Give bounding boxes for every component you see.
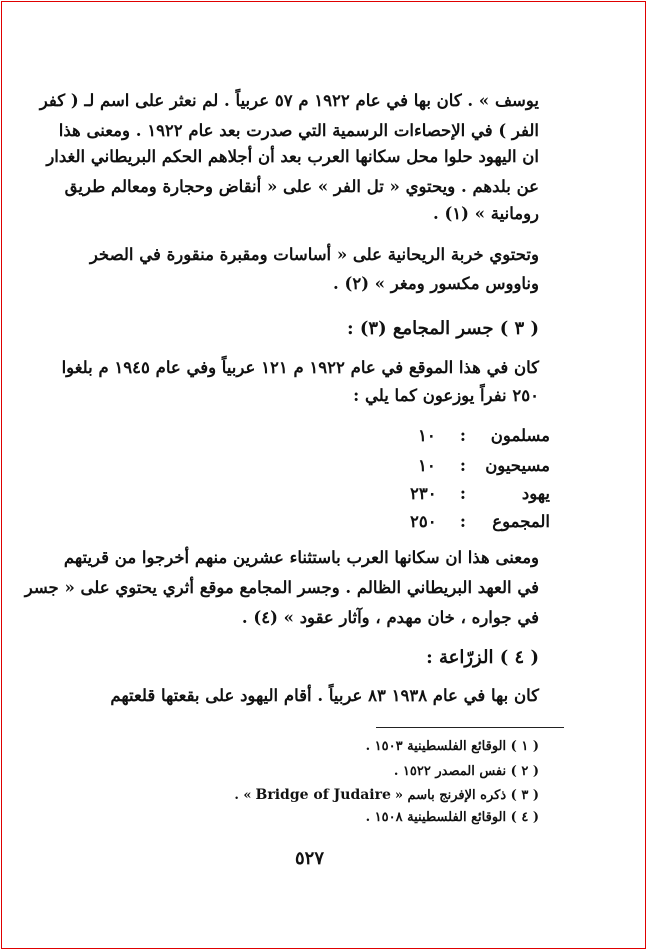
paragraph-line: في جواره ، خان مهدم ، وآثار عقود » (٤) . <box>241 608 539 627</box>
section-heading: ( ٣ ) جسر المجامع (٣) : <box>346 318 539 339</box>
paragraph-line: يوسف » . كان بها في عام ١٩٢٢ م ٥٧ عربياً . لم نعثر على اسم لـ ( كفر <box>39 91 539 110</box>
footnote-latin-text: Bridge of Judaire <box>255 787 391 803</box>
footnote <box>234 786 539 805</box>
stats-separator: : <box>459 484 466 503</box>
footnote-divider <box>376 727 564 728</box>
paragraph-line: رومانية » (١) . <box>433 204 539 223</box>
paragraph-line: عن بلدهم . ويحتوي « تل الفر » على « أنقاض وحجارة ومعالم طريق <box>64 177 539 196</box>
stats-row <box>390 510 550 534</box>
stats-row <box>390 424 550 448</box>
stats-label: مسلمون <box>490 426 550 445</box>
paragraph-line: وتحتوي خربة الريحانية على « أساسات ومقبرة منقورة في الصخر <box>89 245 539 264</box>
footnote-text: » . <box>234 788 252 803</box>
stats-label: يهود <box>521 484 550 503</box>
stats-value: ١٠ <box>418 456 436 475</box>
stats-row <box>390 454 550 478</box>
page-number: ٥٢٧ <box>295 848 325 869</box>
footnote: ( ١ ) الوقائع الفلسطينية ١٥٠٣ . <box>365 739 539 754</box>
stats-row <box>390 482 550 506</box>
paragraph-line: ومعنى هذا ان سكانها العرب باستثناء عشرين منهم أخرجوا من قريتهم <box>63 548 539 567</box>
stats-separator: : <box>459 426 466 445</box>
stats-label: المجموع <box>492 512 550 531</box>
stats-separator: : <box>459 512 466 531</box>
paragraph-line: كان بها في عام ١٩٣٨ ٨٣ عربياً . أقام اليهود على بقعتها قلعتهم <box>110 686 539 705</box>
section-heading: ( ٤ ) الزرّاعة : <box>426 647 539 668</box>
paragraph-line: وناووس مكسور ومغر » (٢) . <box>333 274 539 293</box>
stats-value: ٢٥٠ <box>410 512 437 531</box>
footnote: ( ٤ ) الوقائع الفلسطينية ١٥٠٨ . <box>365 810 539 825</box>
footnote-text: ( ٣ ) ذكره الإفرنج باسم « <box>394 788 539 803</box>
paragraph-line: ٢٥٠ نفراً يوزعون كما يلي : <box>353 386 539 405</box>
stats-label: مسيحيون <box>485 456 550 475</box>
stats-value: ١٠ <box>418 426 436 445</box>
stats-separator: : <box>459 456 466 475</box>
paragraph-line: في العهد البريطاني الظالم . وجسر المجامع موقع أثري يحتوي على « جسر <box>24 578 539 597</box>
paragraph-line: ان اليهود حلوا محل سكانها العرب بعد أن أجلاهم الحكم البريطاني الغدار <box>46 147 539 166</box>
paragraph-line: كان في هذا الموقع في عام ١٩٢٢ م ١٢١ عربياً وفي عام ١٩٤٥ م بلغوا <box>61 358 539 377</box>
footnote: ( ٢ ) نفس المصدر ١٥٢٢ . <box>393 764 539 779</box>
paragraph-line: الفر ) في الإحصاءات الرسمية التي صدرت بعد عام ١٩٢٢ . ومعنى هذا <box>58 121 539 140</box>
stats-value: ٢٣٠ <box>410 484 437 503</box>
